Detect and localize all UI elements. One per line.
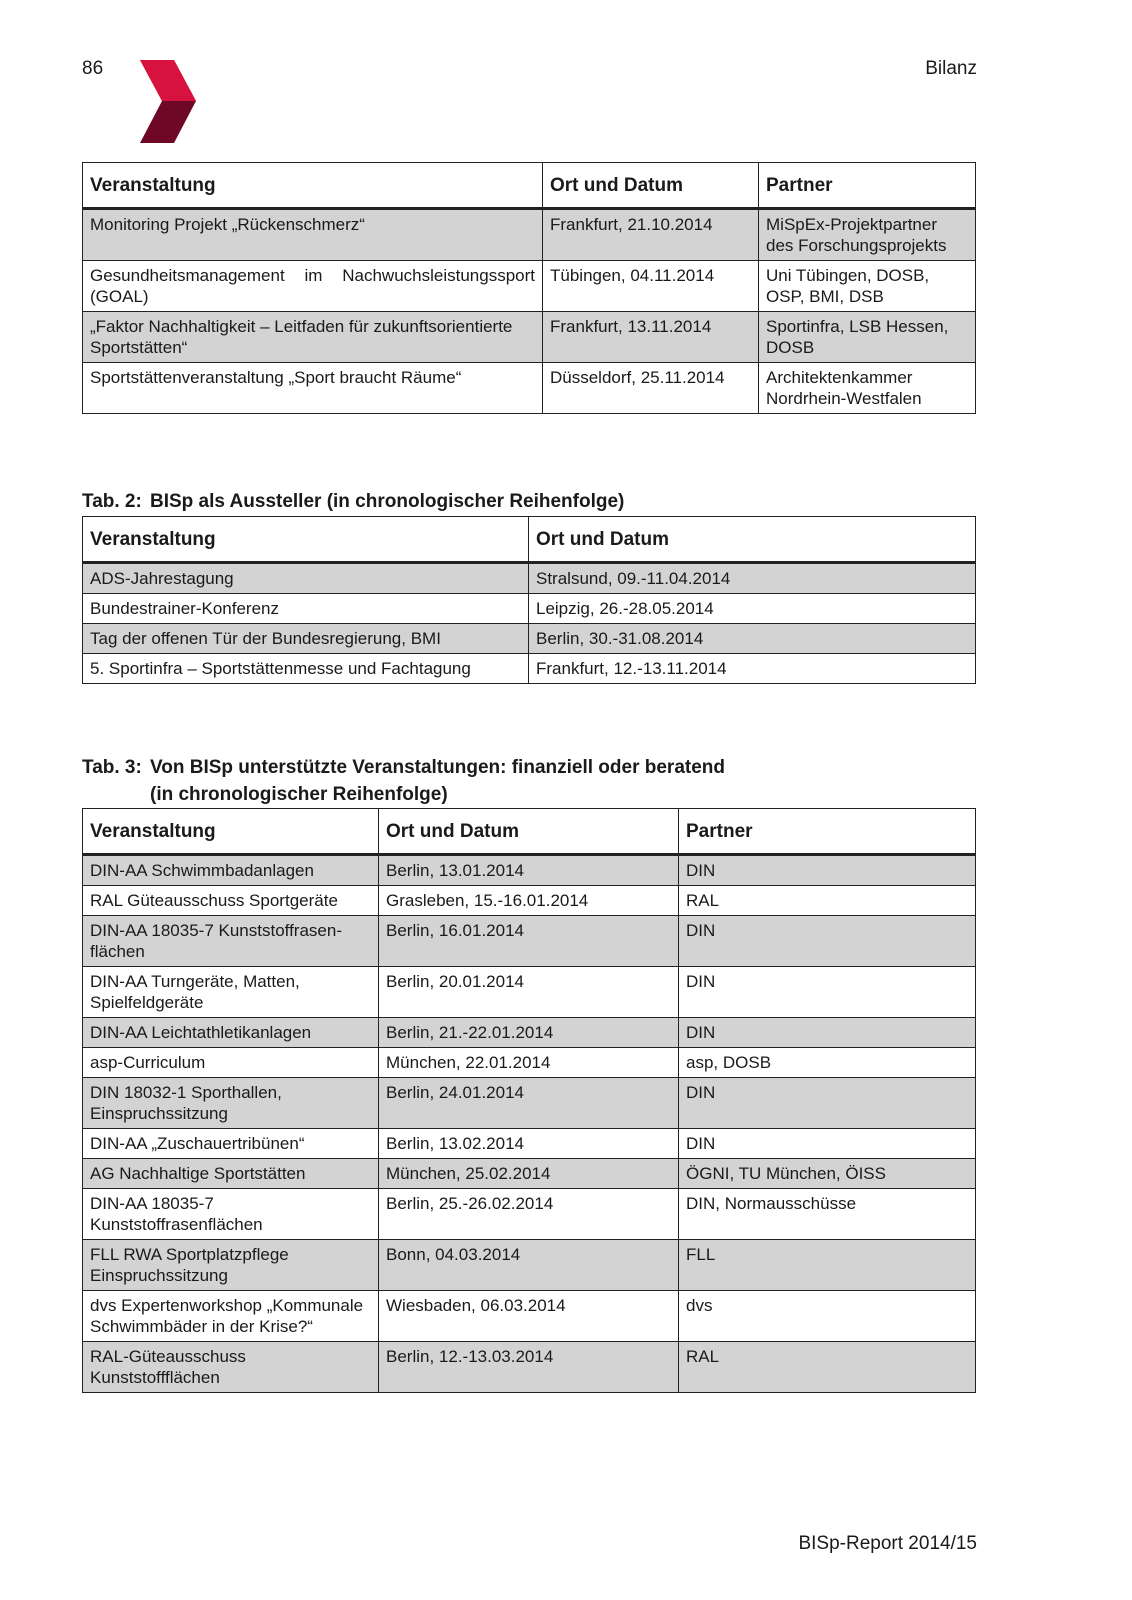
place-date-cell: München, 25.02.2014 [379, 1159, 679, 1189]
table-caption [82, 754, 725, 808]
table-caption [82, 488, 625, 515]
events-table [82, 162, 976, 414]
column-header: Veranstaltung [83, 517, 529, 563]
partner-cell: asp, DOSB [679, 1048, 976, 1078]
table-row [83, 312, 976, 363]
event-cell: dvs Expertenworkshop „Kommunale Schwimmbäder in der Krise?“ [83, 1291, 379, 1342]
exhibitor-table [82, 516, 976, 684]
table-row [83, 209, 976, 261]
partner-cell: RAL [679, 886, 976, 916]
column-header: Ort und Datum [543, 163, 759, 209]
place-date-cell: Leipzig, 26.-28.05.2014 [529, 594, 976, 624]
event-cell: „Faktor Nachhaltigkeit – Leitfaden für zukunftsorientierte Sportstätten“ [83, 312, 543, 363]
table-row [83, 1078, 976, 1129]
partner-cell: Sportinfra, LSB Hessen, DOSB [759, 312, 976, 363]
event-cell: 5. Sportinfra – Sportstättenmesse und Fachtagung [83, 654, 529, 684]
table-header-row [83, 517, 976, 563]
table-row [83, 1159, 976, 1189]
partner-cell: DIN [679, 916, 976, 967]
place-date-cell: Berlin, 30.-31.08.2014 [529, 624, 976, 654]
place-date-cell: Berlin, 13.02.2014 [379, 1129, 679, 1159]
event-cell: asp-Curriculum [83, 1048, 379, 1078]
table-row [83, 363, 976, 414]
table-row [83, 654, 976, 684]
caption-text-line2: (in chronologischer Reihenfolge) [150, 784, 448, 805]
place-date-cell: Düsseldorf, 25.11.2014 [543, 363, 759, 414]
column-header: Ort und Datum [379, 809, 679, 855]
table-header-row [83, 163, 976, 209]
event-cell: RAL Güteausschuss Sportgeräte [83, 886, 379, 916]
table-row [83, 1240, 976, 1291]
place-date-cell: Wiesbaden, 06.03.2014 [379, 1291, 679, 1342]
table-row [83, 1129, 976, 1159]
table-row [83, 916, 976, 967]
table-row [83, 855, 976, 886]
place-date-cell: Berlin, 16.01.2014 [379, 916, 679, 967]
event-cell: DIN-AA 18035-7 Kunststoffrasenflächen [83, 1189, 379, 1240]
table-row [83, 594, 976, 624]
event-cell: DIN-AA „Zuschauertribünen“ [83, 1129, 379, 1159]
footer-report-title: BISp-Report 2014/15 [798, 1533, 977, 1554]
column-header: Partner [759, 163, 976, 209]
event-cell: AG Nachhaltige Sportstätten [83, 1159, 379, 1189]
event-cell: DIN-AA Leichtathletikanlagen [83, 1018, 379, 1048]
event-cell: DIN-AA 18035-7 Kunststoffrasen-flächen [83, 916, 379, 967]
place-date-cell: Berlin, 24.01.2014 [379, 1078, 679, 1129]
caption-text-line1: Von BISp unterstützte Veranstaltungen: finanziell oder beratend [150, 757, 725, 778]
place-date-cell: Bonn, 04.03.2014 [379, 1240, 679, 1291]
event-cell: RAL-Güteausschuss Kunststoffflächen [83, 1342, 379, 1393]
event-cell: Bundestrainer-Konferenz [83, 594, 529, 624]
partner-cell: DIN [679, 1078, 976, 1129]
partner-cell: DIN [679, 1018, 976, 1048]
partner-cell: Architektenkammer Nordrhein-Westfalen [759, 363, 976, 414]
partner-cell: DIN [679, 967, 976, 1018]
table-row [83, 624, 976, 654]
partner-cell: FLL [679, 1240, 976, 1291]
table-row [83, 967, 976, 1018]
event-cell: Tag der offenen Tür der Bundesregierung, BMI [83, 624, 529, 654]
place-date-cell: Berlin, 12.-13.03.2014 [379, 1342, 679, 1393]
place-date-cell: Frankfurt, 12.-13.11.2014 [529, 654, 976, 684]
column-header: Partner [679, 809, 976, 855]
event-cell: Sportstättenveranstaltung „Sport braucht Räume“ [83, 363, 543, 414]
place-date-cell: Frankfurt, 13.11.2014 [543, 312, 759, 363]
partner-cell: Uni Tübingen, DOSB, OSP, BMI, DSB [759, 261, 976, 312]
place-date-cell: Berlin, 20.01.2014 [379, 967, 679, 1018]
table-row [83, 1048, 976, 1078]
table-header-row [83, 809, 976, 855]
chevron-right-icon [140, 60, 196, 143]
table-row [83, 1018, 976, 1048]
event-cell: Gesundheitsmanagement im Nachwuchsleistungssport (GOAL) [83, 261, 543, 312]
place-date-cell: Grasleben, 15.-16.01.2014 [379, 886, 679, 916]
partner-cell: MiSpEx-Projektpartner des Forschungsprojekts [759, 209, 976, 261]
place-date-cell: Frankfurt, 21.10.2014 [543, 209, 759, 261]
partner-cell: dvs [679, 1291, 976, 1342]
place-date-cell: Stralsund, 09.-11.04.2014 [529, 563, 976, 594]
caption-text: BISp als Aussteller (in chronologischer Reihenfolge) [150, 491, 625, 512]
caption-label: Tab. 2: [82, 491, 142, 512]
table-row [83, 1189, 976, 1240]
partner-cell: DIN [679, 855, 976, 886]
supported-events-table [82, 808, 976, 1393]
place-date-cell: Berlin, 13.01.2014 [379, 855, 679, 886]
column-header: Veranstaltung [83, 163, 543, 209]
page-number: 86 [82, 58, 104, 79]
event-cell: DIN-AA Turngeräte, Matten, Spielfeldgeräte [83, 967, 379, 1018]
event-cell: Monitoring Projekt „Rückenschmerz“ [83, 209, 543, 261]
event-cell: DIN-AA Schwimmbadanlagen [83, 855, 379, 886]
partner-cell: RAL [679, 1342, 976, 1393]
section-title: Bilanz [925, 58, 977, 79]
table-row [83, 886, 976, 916]
event-cell: DIN 18032-1 Sporthallen, Einspruchssitzung [83, 1078, 379, 1129]
table-row [83, 261, 976, 312]
caption-label: Tab. 3: [82, 757, 142, 778]
place-date-cell: Berlin, 25.-26.02.2014 [379, 1189, 679, 1240]
place-date-cell: Berlin, 21.-22.01.2014 [379, 1018, 679, 1048]
table-row [83, 1342, 976, 1393]
table-row [83, 1291, 976, 1342]
column-header: Ort und Datum [529, 517, 976, 563]
column-header: Veranstaltung [83, 809, 379, 855]
partner-cell: DIN, Normausschüsse [679, 1189, 976, 1240]
partner-cell: ÖGNI, TU München, ÖISS [679, 1159, 976, 1189]
event-cell: FLL RWA Sportplatzpflege Einspruchssitzung [83, 1240, 379, 1291]
event-cell: ADS-Jahrestagung [83, 563, 529, 594]
partner-cell: DIN [679, 1129, 976, 1159]
place-date-cell: München, 22.01.2014 [379, 1048, 679, 1078]
place-date-cell: Tübingen, 04.11.2014 [543, 261, 759, 312]
table-row [83, 563, 976, 594]
